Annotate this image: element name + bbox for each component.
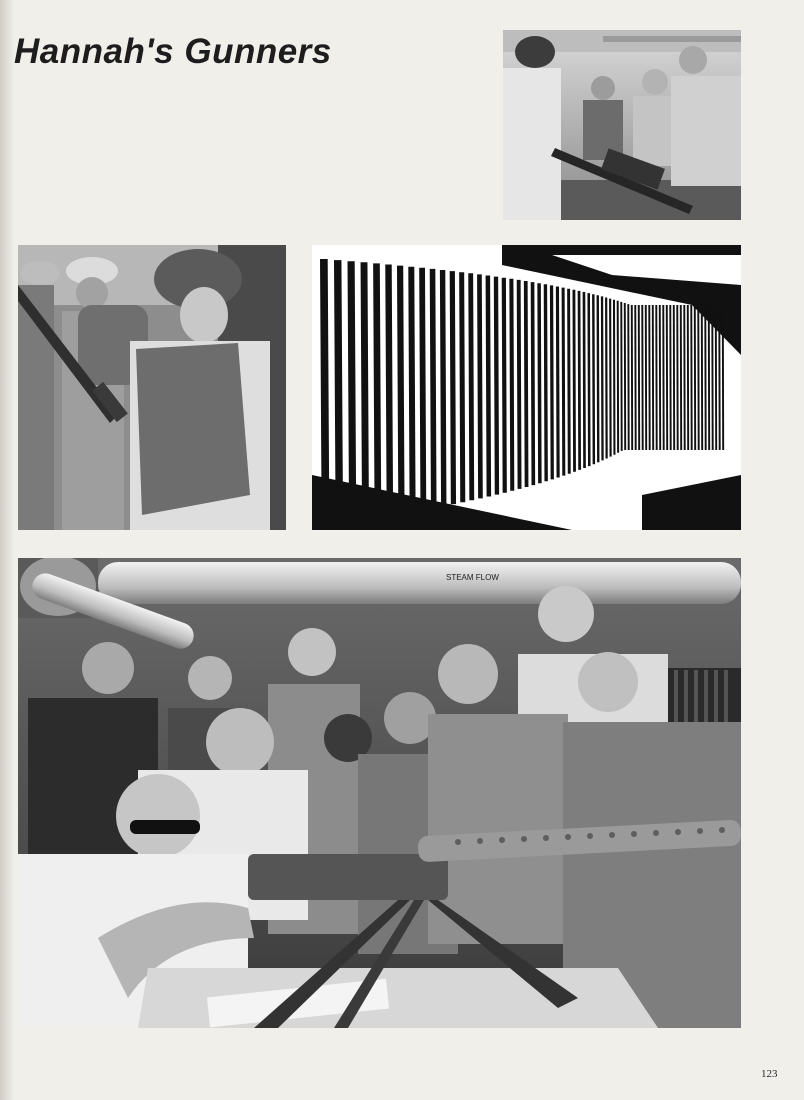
photo-machine-gun-group-image	[18, 558, 741, 1028]
photo-sailors-in-helmets-image	[18, 245, 286, 530]
photo-machine-gun-group	[18, 558, 741, 1028]
photo-rifle-rack	[312, 245, 741, 530]
photo-sailors-in-helmets	[18, 245, 286, 530]
page-number: 123	[761, 1068, 778, 1080]
photo-sailors-at-counter	[503, 30, 741, 220]
page-binding-shadow	[0, 0, 14, 1100]
pipe-label: STEAM FLOW	[446, 573, 499, 582]
page-title: Hannah's Gunners	[14, 32, 332, 71]
photo-sailors-at-counter-image	[503, 30, 741, 220]
photo-rifle-rack-image	[312, 245, 741, 530]
